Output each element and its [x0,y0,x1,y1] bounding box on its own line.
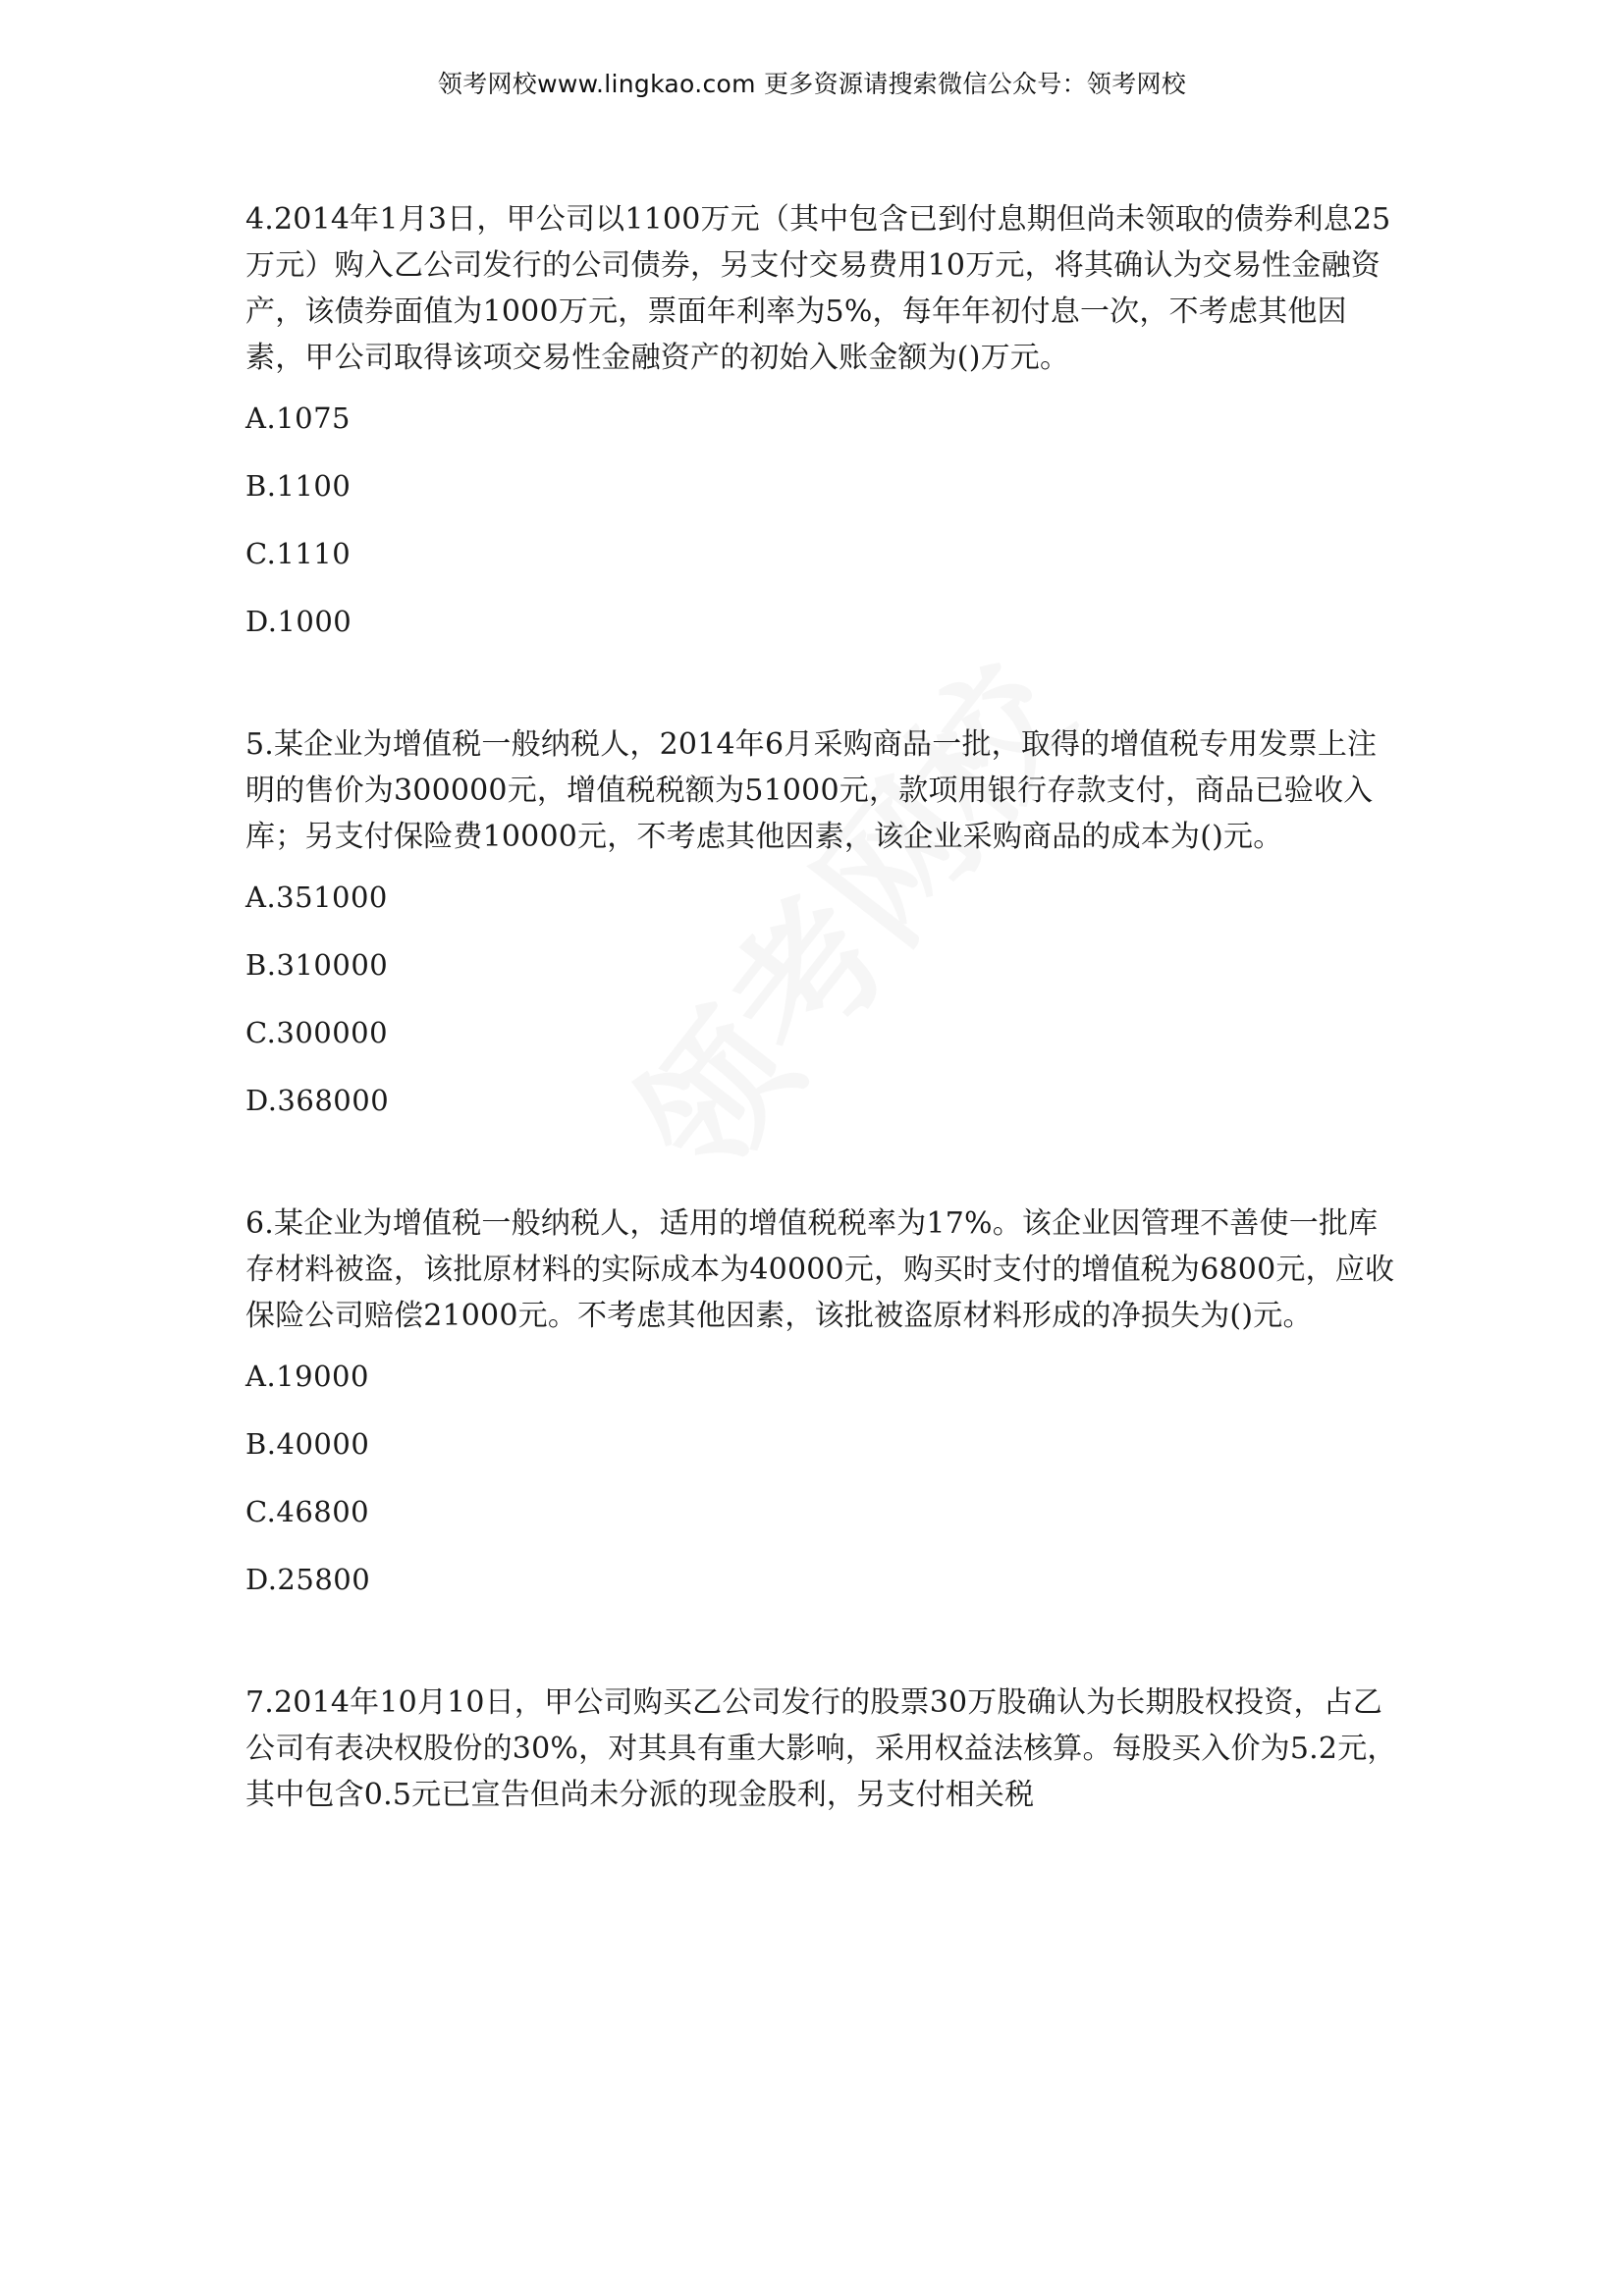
option-c: C.300000 [245,1016,389,1049]
question-stem: 4.2014年1月3日，甲公司以1100万元（其中包含已到付息期但尚未领取的债券利息25万元）购入乙公司发行的公司债券，另支付交易费用10万元，将其确认为交易性金融资产，该债券面值为1000万元，票面年利率为5%，每年年初付息一次，不考虑其他因素，甲公司取得该项交易性金融资产的初始入账金额为()万元。 [245,202,1391,375]
question-4 [245,196,1404,637]
document-body [245,196,1404,1902]
question-stem: 7.2014年10月10日，甲公司购买乙公司发行的股票30万股确认为长期股权投资，占乙公司有表决权股份的30%，对其具有重大影响，采用权益法核算。每股买入价为5.2元，其中包含0.5元已宣告但尚未分派的现金股利，另支付相关税 [245,1685,1397,1812]
option-a: A.351000 [245,881,388,914]
question-6 [245,1201,1404,1595]
option-c: C.1110 [245,537,352,570]
question-stem: 6.某企业为增值税一般纳税人，适用的增值税税率为17%。该企业因管理不善使一批库存材料被盗，该批原材料的实际成本为40000元，购买时支付的增值税为6800元，应收保险公司赔偿21000元。不考虑其他因素，该批被盗原材料形成的净损失为()元。 [245,1206,1395,1333]
option-d: D.25800 [245,1563,371,1596]
question-stem: 5.某企业为增值税一般纳税人，2014年6月采购商品一批，取得的增值税专用发票上注明的售价为300000元，增值税税额为51000元，款项用银行存款支付，商品已验收入库；另支付保险费10000元，不考虑其他因素，该企业采购商品的成本为()元。 [245,727,1378,854]
question-5 [245,721,1404,1116]
option-b: B.310000 [245,948,389,982]
option-b: B.1100 [245,469,352,503]
page-header: 领考网校www.lingkao.com 更多资源请搜索微信公众号：领考网校 [437,70,1187,98]
option-d: D.1000 [245,605,352,638]
option-d: D.368000 [245,1084,390,1117]
option-a: A.19000 [245,1360,369,1393]
option-a: A.1075 [245,401,351,435]
option-b: B.40000 [245,1427,370,1461]
question-7 [245,1680,1404,1818]
option-c: C.46800 [245,1495,370,1528]
